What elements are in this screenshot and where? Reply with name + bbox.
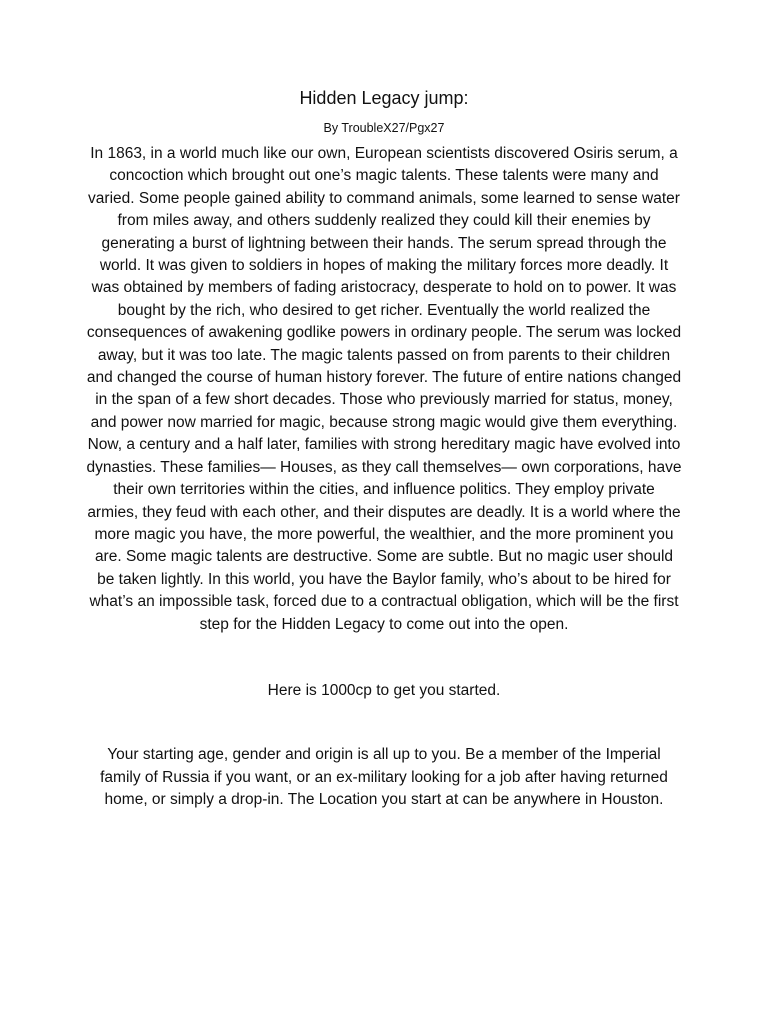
intro-paragraph: In 1863, in a world much like our own, European scientists discovered Osiris serum, a concoction which brought out one’s magic talents. These talents were many and varied. Some people gained ability to command animals, some learned to sense water from miles away, and others suddenly realized they could kill their enemies by generating a burst of lightning between their hands. The serum spread through the world. It was given to soldiers in hopes of making the military forces more deadly. It was obtained by members of fading aristocracy, desperate to hold on to power. It was bought by the rich, who desired to get richer. Eventually the world realized the consequences of awakening godlike powers in ordinary people. The serum was locked away, but it was too late. The magic talents passed on from parents to their children and changed the course of human history forever. The future of entire nations changed in the span of a few short decades. Those who previously married for status, money, and power now married for magic, because strong magic would give them everything. Now, a century and a half later, families with strong hereditary magic have evolved into dynasties. These families— Houses, as they call themselves— own corporations, have their own territories within the cities, and influence politics. They employ private armies, they feud with each other, and their disputes are deadly. It is a world where the more magic you have, the more powerful, the wealthier, and the more prominent you are. Some magic talents are destructive. Some are subtle. But no magic user should be taken lightly. In this world, you have the Baylor family, who’s about to be hired for what’s an impossible task, forced due to a contractual obligation, which will be the first step for the Hidden Legacy to come out into the open. bbox=[86, 145, 682, 633]
author-byline: By TroubleX27/Pgx27 bbox=[323, 121, 445, 135]
document-title: Hidden Legacy jump: bbox=[299, 88, 469, 108]
origin-paragraph: Your starting age, gender and origin is all up to you. Be a member of the Imperial family of Russia if you want, or an ex-military looking for a job after having returned home, or simply a drop-in. The Location you start at can be anywhere in Houston. bbox=[100, 746, 668, 809]
starting-points-paragraph: Here is 1000cp to get you started. bbox=[267, 681, 501, 699]
